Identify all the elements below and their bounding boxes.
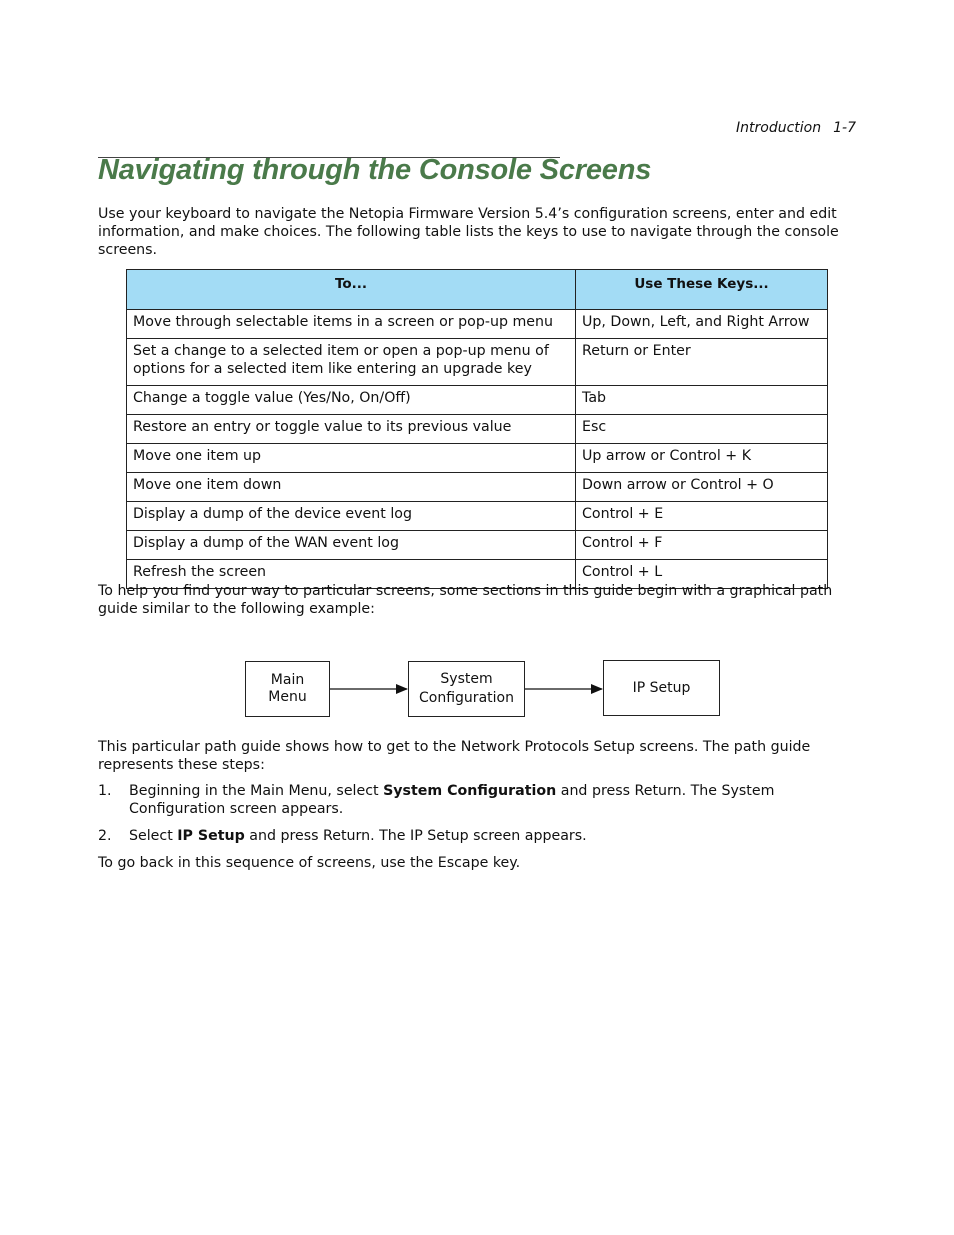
column-header-keys: Use These Keys...	[576, 270, 828, 310]
list-item	[98, 827, 858, 845]
intro-paragraph: Use your keyboard to navigate the Netopia Firmware Version 5.4’s configuration screens, enter and edit information, and make choices. The following table lists the keys to use to navigate through the console screens.	[98, 206, 839, 258]
header-section: Introduction	[736, 120, 822, 136]
table-header-row	[127, 270, 828, 310]
keys-cell: Tab	[576, 386, 828, 415]
table-row	[127, 386, 828, 415]
step-text-bold: System Configuration	[383, 783, 557, 799]
table-row	[127, 339, 828, 386]
action-cell: Move through selectable items in a screen or pop-up menu	[127, 310, 576, 339]
action-cell: Refresh the screen	[127, 560, 576, 589]
navigation-keys-table	[126, 269, 828, 589]
step-text-bold: IP Setup	[177, 828, 245, 844]
keys-cell: Control + L	[576, 560, 828, 589]
action-cell: Move one item up	[127, 444, 576, 473]
path-box-label: System Configuration	[419, 671, 514, 706]
path-box-label: Main Menu	[268, 672, 307, 705]
table-row	[127, 415, 828, 444]
action-cell: Set a change to a selected item or open a pop-up menu of options for a selected item like entering an upgrade key	[127, 339, 576, 386]
path-guide-intro: To help you find your way to particular screens, some sections in this guide begin with a graphical path guide similar to the following example:	[98, 583, 833, 617]
table-row	[127, 310, 828, 339]
path-box-label: IP Setup	[632, 679, 691, 696]
table-row	[127, 473, 828, 502]
keys-cell: Esc	[576, 415, 828, 444]
action-cell: Restore an entry or toggle value to its previous value	[127, 415, 576, 444]
step-number: 2.	[98, 828, 112, 844]
action-cell: Change a toggle value (Yes/No, On/Off)	[127, 386, 576, 415]
column-header-to: To...	[127, 270, 576, 310]
action-cell: Move one item down	[127, 473, 576, 502]
step-number: 1.	[98, 783, 112, 799]
keys-cell: Down arrow or Control + O	[576, 473, 828, 502]
keys-cell: Control + F	[576, 531, 828, 560]
path-guide-explanation: This particular path guide shows how to get to the Network Protocols Setup screens. The path guide represents these steps:	[98, 739, 811, 773]
action-cell: Display a dump of the WAN event log	[127, 531, 576, 560]
closing-paragraph: To go back in this sequence of screens, use the Escape key.	[98, 855, 521, 871]
path-box-main-menu	[245, 661, 330, 717]
table-row	[127, 531, 828, 560]
step-text-after: and press Return. The IP Setup screen appears.	[244, 828, 587, 844]
keys-cell: Up, Down, Left, and Right Arrow	[576, 310, 828, 339]
path-box-ip-setup	[603, 660, 720, 716]
keys-cell: Up arrow or Control + K	[576, 444, 828, 473]
step-text-before: Select	[129, 828, 178, 844]
steps-list	[98, 782, 858, 854]
page-title: Navigating through the Console Screens	[98, 154, 652, 186]
header-page-number: 1-7	[833, 120, 856, 136]
keys-cell: Return or Enter	[576, 339, 828, 386]
keys-cell: Control + E	[576, 502, 828, 531]
table-row	[127, 444, 828, 473]
path-box-system-configuration	[408, 661, 525, 717]
list-item	[98, 782, 858, 818]
action-cell: Display a dump of the device event log	[127, 502, 576, 531]
table-row	[127, 502, 828, 531]
step-text-after: and press Return. The System Configuration screen appears.	[129, 783, 775, 817]
running-header	[736, 120, 856, 136]
step-text-before: Beginning in the Main Menu, select	[129, 783, 384, 799]
